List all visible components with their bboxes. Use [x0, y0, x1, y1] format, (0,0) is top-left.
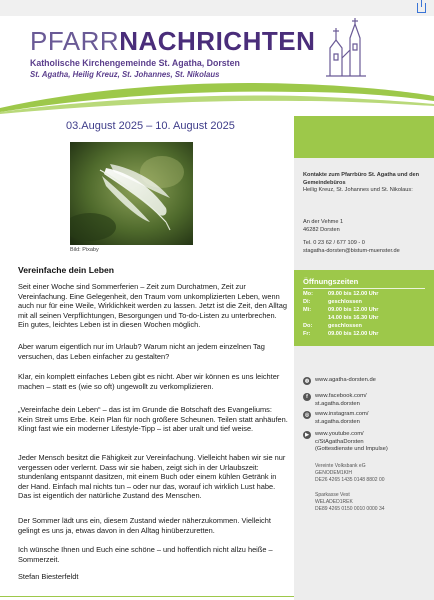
hours-time: geschlossen	[328, 323, 362, 329]
hours-day: Mo:	[303, 291, 313, 297]
hours-time: 09.00 bis 12.00 Uhr	[328, 331, 379, 337]
article-paragraph: Ich wünsche Ihnen und Euch eine schöne – und hoffentlich nicht allzu heiße – Sommerzeit.	[18, 545, 273, 564]
masthead	[0, 16, 434, 114]
contact-heading: Kontakte zum Pfarrbüro St. Agatha und den Gemeindebüros	[303, 172, 420, 186]
address-city: 46282 Dorsten	[303, 226, 340, 233]
article-paragraph: Jeder Mensch besitzt die Fähigkeit zur Vereinfachung. Vielleicht haben wir sie nur vergessen oder verlernt. Dass wir sie haben, zeigt sich in der Urlaubszeit: stundenlang entspannt dasitzen, mit einem Buch oder einem kühlen Getränk in der Hand. Einfach mal nichts tun – oder nur das, worauf ich wirklich Lust habe. Das ist eigentlich der natürliche Zustand des Menschen.	[18, 453, 286, 501]
feather-image	[70, 142, 193, 245]
youtube-link-line: (Gottesdienste und Impulse)	[315, 446, 388, 452]
bank-name: Vereinte Volksbank eG	[315, 463, 366, 469]
bank-iban: DE89 4265 0150 0010 0000 34	[315, 506, 385, 512]
hours-row	[303, 331, 378, 337]
article-paragraph: Der Sommer lädt uns ein, diesem Zustand wieder näherzukommen. Vielleicht gelingt es uns ja, etwas davon in den Alltag hinüberzuretten.	[18, 516, 271, 535]
address-phone[interactable]: Tel. 0 23 62 / 677 109 - 0	[303, 240, 365, 246]
hours-row	[303, 291, 378, 297]
hours-row	[303, 299, 362, 305]
facebook-link-line: st.agatha.dorsten	[315, 400, 360, 407]
globe-icon: ◍	[304, 378, 310, 384]
green-swoosh-decoration	[0, 74, 434, 114]
title-bold-part: NACHRICHTEN	[119, 26, 316, 56]
hours-day: Fr:	[303, 331, 311, 337]
share-icon[interactable]	[417, 3, 426, 13]
parish-name: Katholische Kirchengemeinde St. Agatha, Dorsten	[30, 58, 240, 68]
bank-bic: GENODEM1KIH	[315, 470, 352, 476]
hours-row	[303, 315, 378, 321]
parish-list: St. Agatha, Heilig Kreuz, St. Johannes, St. Nikolaus	[30, 70, 220, 79]
article-paragraph: Klar, ein komplett einfaches Leben gibt es nicht. Aber wir können es uns leichter machen – statt es (wie so oft) ungewollt zu verkomplizieren.	[18, 372, 280, 391]
website-link-text[interactable]: www.agatha-dorsten.de	[315, 377, 376, 383]
hours-day: Di:	[303, 299, 311, 305]
article-paragraph: Aber warum eigentlich nur im Urlaub? Warum nicht an jedem einzelnen Tag versuchen, das Leben einfacher zu gestalten?	[18, 342, 265, 361]
viewer-toolbar	[0, 0, 434, 16]
address-block	[303, 219, 429, 255]
bottom-divider	[0, 596, 294, 597]
hours-time: 09.00 bis 12.00 Uhr	[328, 307, 379, 313]
facebook-icon: f	[303, 393, 311, 401]
youtube-link-text[interactable]	[315, 431, 431, 454]
facebook-link-line: www.facebook.com/	[315, 393, 367, 399]
instagram-link-text[interactable]	[315, 411, 431, 426]
youtube-icon: ▶	[303, 431, 311, 439]
facebook-link-text[interactable]	[315, 393, 431, 408]
feather-photo	[70, 142, 193, 245]
address-email[interactable]: stagatha-dorsten@bistum-muenster.de	[303, 247, 400, 254]
hours-row	[303, 323, 362, 329]
hours-time: 09.00 bis 12.00 Uhr	[328, 291, 379, 297]
article-heading: Vereinfache dein Leben	[18, 265, 114, 275]
bank-bic: WELADED1REK	[315, 499, 353, 505]
hours-time: 14.00 bis 16.30 Uhr	[328, 315, 379, 321]
sidebar-green-block	[294, 116, 434, 158]
opening-hours-title: Öffnungszeiten	[303, 277, 359, 286]
address-street: An der Vehme 1	[303, 219, 344, 225]
title-light-part: PFARR	[30, 26, 120, 56]
date-range: 03.August 2025 – 10. August 2025	[66, 120, 235, 132]
hours-row	[303, 307, 378, 313]
hours-day: Mi:	[303, 307, 312, 313]
hours-time: geschlossen	[328, 299, 362, 305]
bank-account-2	[315, 492, 430, 513]
contact-subheading: Heilig Kreuz, St. Johannes und St. Nikolaus:	[303, 187, 413, 193]
instagram-link-line: st.agatha.dorsten	[315, 418, 360, 425]
article-paragraph: Seit einer Woche sind Sommerferien – Zeit zum Durchatmen, Zeit zur Vereinfachung. Eine Gelegenheit, den Traum vom unkomplizierten Leben, wenn auch nur für eine Weile, Wirklichkeit werden zu lassen. Jetzt ist die Zeit, den Alltag mit all seinen Verpflichtungen, Besorgungen und To-do-Listen zu unterbrechen. Ein gutes, leichtes Leben ist in diesen Wochen möglich.	[18, 282, 287, 330]
article-paragraph: „Vereinfache dein Leben“ – das ist im Grunde die Botschaft des Evangeliums: Kein Streit ums Erbe. Kein Plan für noch größere Scheunen. Teilen statt anhäufen. Klingt fast wie ein moderner Lifestyle-Tipp – ist aber uralt und tief weise.	[18, 405, 288, 434]
photo-caption: Bild: Pixaby	[70, 247, 99, 253]
opening-hours-divider	[303, 288, 425, 289]
bank-iban: DE26 4265 1435 0148 8802 00	[315, 477, 385, 483]
youtube-link-line: c/StAgathaDorsten	[315, 438, 364, 445]
bank-account-1	[315, 463, 430, 484]
instagram-icon: ◎	[304, 412, 310, 418]
bank-name: Sparkasse Vest	[315, 492, 350, 498]
church-logo-icon	[322, 18, 368, 78]
hours-day: Do:	[303, 323, 313, 329]
instagram-link-line: www.instagram.com/	[315, 411, 369, 417]
newsletter-title	[30, 26, 315, 57]
youtube-link-line: www.youtube.com/	[315, 431, 364, 437]
article-author: Stefan Biesterfeldt	[18, 572, 79, 581]
